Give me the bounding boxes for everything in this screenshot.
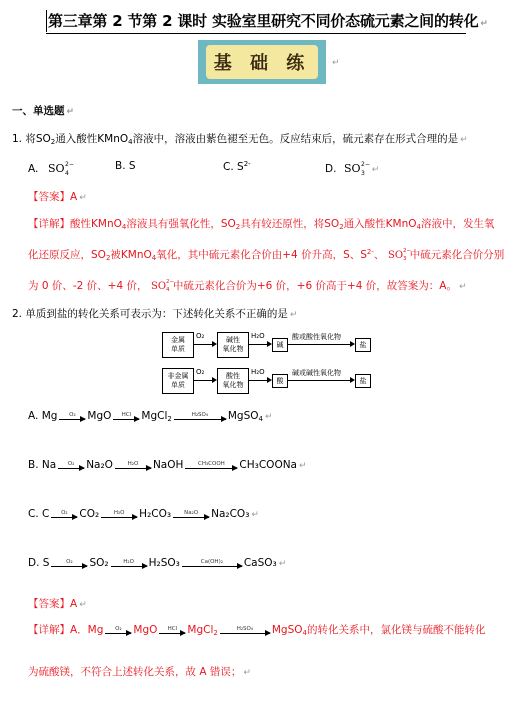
- expl-text: 化还原反应，SO: [28, 249, 106, 261]
- species: CH₃COONa: [239, 459, 297, 471]
- svg-text:SO: SO: [387, 250, 403, 261]
- reaction-arrow: [51, 510, 77, 518]
- svg-text:4: 4: [165, 287, 170, 293]
- reaction-arrow: [51, 559, 87, 567]
- arrow-line: [185, 468, 237, 469]
- expl-text: 通入酸性KMnO: [343, 218, 417, 230]
- reaction-arrow: [173, 510, 209, 518]
- expl-text: 氧化，其中硫元素化合价由+4 价升高，S、S: [156, 249, 367, 261]
- species: Na₂CO₃: [211, 508, 250, 520]
- q2-option-d[interactable]: [28, 557, 286, 569]
- expl-text: 、: [373, 249, 385, 261]
- arrow-reagent: HCl: [167, 626, 178, 632]
- arrow-reagent: H₂SO₄: [236, 626, 254, 632]
- species: MgO: [87, 410, 112, 422]
- expl-text: 中硫元素化合价为+6 价，+6 价高于+4 价，故答案为：A。: [172, 280, 457, 292]
- species: SO₂: [89, 557, 109, 569]
- paragraph-mark: ↵: [265, 412, 273, 422]
- species: MgCl: [187, 624, 214, 636]
- arrow-reagent: H₂O: [127, 461, 139, 467]
- option-label: A.: [28, 410, 39, 422]
- subscript: 2: [167, 415, 172, 423]
- species: CO₂: [79, 508, 100, 520]
- arrow-reagent: Na₂O: [184, 510, 199, 516]
- expl-text: 【详解】A．Mg: [28, 624, 104, 636]
- arrow-line: [174, 419, 226, 420]
- label-o2: O₂: [196, 332, 205, 340]
- reaction-arrow: [220, 626, 270, 634]
- expl-text: 中硫元素化合价分别: [409, 249, 505, 261]
- q1-explanation-line-1: [28, 216, 495, 231]
- paragraph-mark: ↵: [79, 600, 87, 610]
- reaction-arrow: [159, 626, 185, 634]
- species: H₂CO₃: [139, 508, 172, 520]
- expl-text: 被KMnO: [110, 249, 152, 261]
- svg-text:2−: 2−: [165, 279, 174, 285]
- paragraph-mark: ↵: [66, 107, 75, 117]
- arrow-line: [51, 566, 87, 567]
- box-salt: 盐: [355, 374, 371, 388]
- arrow-line: [105, 633, 131, 634]
- species: MgCl: [141, 410, 168, 422]
- subscript: 4: [128, 138, 133, 146]
- expl-text: 的转化关系中，氯化镁与硫酸不能转化: [307, 624, 486, 636]
- species: MgSO: [271, 624, 303, 636]
- arrow-line: [51, 517, 77, 518]
- q1-option-c[interactable]: [223, 160, 251, 173]
- svg-text:SO: SO: [343, 162, 361, 175]
- species: Mg: [41, 410, 58, 422]
- label-base-reagent: 碱或碱性氧化物: [292, 369, 341, 377]
- option-label: B.: [28, 459, 39, 471]
- species: Na₂O: [86, 459, 113, 471]
- banner-label: 基 础 练: [206, 45, 318, 79]
- sulfite-ion-formula: [344, 160, 370, 176]
- arrow-line: [113, 419, 139, 420]
- label-o2: O₂: [196, 368, 205, 376]
- paragraph-mark: ↵: [243, 668, 251, 678]
- paragraph-mark: ↵: [480, 19, 488, 29]
- box-nonmetal-element: 非金属 单质: [162, 368, 194, 394]
- question-2-stem: 2. 单质到盐的转化关系可表示为：下述转化关系不正确的是 ↵: [12, 308, 298, 320]
- q2-answer: 【答案】A ↵: [28, 598, 87, 610]
- subscript: 4: [302, 629, 307, 637]
- option-label: D.: [325, 163, 337, 175]
- box-salt: 盐: [355, 338, 371, 352]
- q1-text: 通入酸性KMnO: [55, 133, 129, 145]
- arrow-reagent: H₂O: [123, 559, 134, 565]
- option-label: C.: [28, 508, 39, 520]
- box-base: 碱: [272, 338, 288, 352]
- svg-text:SO: SO: [47, 162, 65, 175]
- label-h2o: H₂O: [251, 368, 265, 376]
- subscript: 2: [50, 138, 56, 146]
- title-underline: [46, 33, 466, 34]
- q1-text: 溶液中，溶液由紫色褪至无色。反应结束后，硫元素存在形式合理的是: [132, 133, 459, 145]
- reaction-arrow: [58, 461, 84, 469]
- expl-text: 具有较还原性，将SO: [240, 218, 340, 230]
- box-basic-oxide: 碱性 氧化物: [217, 332, 249, 358]
- label-h2o: H₂O: [251, 332, 265, 340]
- species: H₂SO₃: [148, 557, 180, 569]
- q1-option-d[interactable]: [325, 160, 379, 176]
- sulfate-ion-formula: [48, 160, 74, 176]
- expl-text: 溶液具有强氧化性，SO: [126, 218, 236, 230]
- arrow-reagent: H₂SO₄: [191, 412, 209, 418]
- reaction-arrow: [111, 559, 147, 567]
- reaction-arrow: [113, 412, 139, 420]
- arrow-reagent: O₂: [115, 626, 122, 632]
- question-1-stem: [12, 131, 468, 146]
- svg-text:3: 3: [360, 170, 365, 177]
- q1-text: 1. 将SO: [12, 133, 51, 145]
- paragraph-mark: ↵: [299, 461, 307, 471]
- paragraph-mark: ↵: [332, 58, 340, 68]
- svg-text:4: 4: [64, 170, 69, 177]
- arrow-line: [248, 344, 268, 345]
- section-banner: [198, 40, 326, 84]
- arrow-reagent: O₂: [69, 412, 76, 418]
- arrow-reagent: H₂O: [113, 510, 125, 516]
- sulfate-ion-formula: [151, 278, 173, 292]
- q2-option-c[interactable]: [28, 508, 259, 520]
- arrow-line: [159, 633, 185, 634]
- subscript: 4: [151, 254, 157, 262]
- paragraph-mark: ↵: [278, 559, 287, 569]
- page-title: 第三章第 2 节第 2 课时 实验室里研究不同价态硫元素之间的转化 ↵: [48, 12, 488, 30]
- q2-explanation-line-2: 为硫酸镁，不符合上述转化关系，故 A 错误； ↵: [28, 666, 251, 678]
- reaction-arrow: [105, 626, 131, 634]
- subscript: 4: [416, 223, 421, 231]
- subscript: 4: [121, 223, 127, 231]
- paragraph-mark: ↵: [79, 193, 87, 203]
- svg-text:SO: SO: [150, 281, 166, 292]
- q1-option-a[interactable]: [28, 160, 74, 176]
- subscript: 2: [235, 223, 241, 231]
- arrow-line: [193, 380, 213, 381]
- option-label: D.: [28, 557, 40, 569]
- arrow-reagent: O₂: [61, 510, 68, 516]
- reaction-arrow: [182, 559, 242, 567]
- conversion-diagram: [162, 332, 367, 394]
- species: MgO: [133, 624, 158, 636]
- superscript: 2-: [366, 248, 374, 256]
- svg-text:3: 3: [402, 256, 407, 262]
- reaction-arrow: [101, 510, 137, 518]
- q2-explanation-line-1: [28, 622, 486, 637]
- paragraph-mark: ↵: [458, 282, 467, 292]
- reaction-arrow: [115, 461, 151, 469]
- superscript: 2-: [243, 160, 251, 168]
- label-acid-reagent: 酸或酸性氧化物: [292, 333, 341, 341]
- box-acid: 酸: [272, 374, 288, 388]
- arrow-reagent: HCl: [121, 412, 132, 418]
- expl-text: 溶液中，发生氧: [421, 218, 495, 230]
- subscript: 4: [258, 415, 263, 423]
- arrow-line: [287, 344, 351, 345]
- arrow-reagent: CH₃COOH: [197, 461, 225, 467]
- species: Na: [41, 459, 57, 471]
- title-left-bar: [46, 10, 47, 32]
- q2-option-a[interactable]: [28, 410, 273, 423]
- arrow-line: [173, 517, 209, 518]
- sulfite-ion-formula: [388, 247, 410, 261]
- box-acidic-oxide: 酸性 氧化物: [217, 368, 249, 394]
- subscript: 2: [105, 254, 111, 262]
- svg-text:2−: 2−: [360, 161, 370, 168]
- arrow-line: [182, 566, 242, 567]
- svg-text:2−: 2−: [402, 248, 411, 254]
- q1-explanation-line-3: [28, 278, 467, 293]
- arrow-line: [101, 517, 137, 518]
- paragraph-mark: ↵: [251, 510, 259, 520]
- arrow-line: [220, 633, 270, 634]
- species: C: [42, 508, 50, 520]
- q2-option-b[interactable]: [28, 459, 307, 471]
- q1-answer: 【答案】A ↵: [28, 191, 87, 203]
- box-metal-element: 金属 单质: [162, 332, 194, 358]
- expl-text: 【详解】酸性KMnO: [28, 218, 122, 230]
- option-label: A.: [28, 163, 39, 175]
- expl-text: 为 0 价、-2 价、+4 价，: [28, 280, 148, 292]
- species: S: [42, 557, 50, 569]
- arrow-line: [115, 468, 151, 469]
- reaction-arrow: [174, 412, 226, 420]
- arrow-line: [59, 419, 85, 420]
- paragraph-mark: ↵: [460, 135, 468, 145]
- arrow-line: [111, 566, 147, 567]
- svg-text:2−: 2−: [64, 161, 74, 168]
- species: CaSO₃: [243, 557, 277, 569]
- q1-explanation-line-2: [28, 247, 504, 262]
- arrow-reagent: Ca(OH)₂: [200, 559, 223, 565]
- arrow-reagent: O₂: [67, 461, 75, 467]
- reaction-arrow: [59, 412, 85, 420]
- species: MgSO: [227, 410, 259, 422]
- reaction-arrow: [185, 461, 237, 469]
- subscript: 2: [339, 223, 344, 231]
- arrow-reagent: O₂: [66, 559, 73, 565]
- paragraph-mark: ↵: [289, 310, 298, 320]
- option-text: S: [237, 161, 244, 173]
- paragraph-mark: ↵: [371, 165, 380, 175]
- arrow-line: [193, 344, 213, 345]
- q1-option-b[interactable]: [115, 160, 136, 172]
- section-heading: 一、单选题 ↵: [12, 105, 75, 117]
- subscript: 2: [213, 629, 218, 637]
- option-text: S: [128, 160, 136, 172]
- arrow-line: [248, 380, 268, 381]
- arrow-line: [287, 380, 351, 381]
- arrow-line: [58, 468, 84, 469]
- option-label: B.: [115, 160, 126, 172]
- species: NaOH: [152, 459, 184, 471]
- option-label: C.: [223, 161, 234, 173]
